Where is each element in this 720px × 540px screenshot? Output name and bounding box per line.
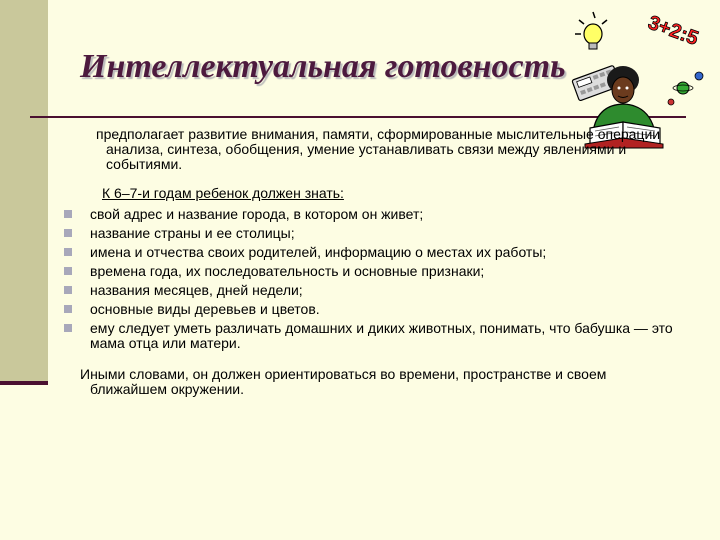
knowledge-list (80, 207, 680, 351)
list-item: название страны и ее столицы; (64, 226, 680, 241)
list-item: основные виды деревьев и цветов. (64, 302, 680, 317)
closing-paragraph: Иными словами, он должен ориентироваться во времени, пространстве и своем ближайшем окружении. (80, 366, 607, 397)
intro-paragraph: предполагает развитие внимания, памяти, сформированные мыслительные операции анализа, синтеза, обобщения, умение устанавливать связи между явлениями и событиями. (96, 126, 661, 172)
left-accent-line (0, 381, 48, 385)
bullet-square-icon (64, 210, 72, 218)
bullet-square-icon (64, 305, 72, 313)
lightbulb-icon (575, 12, 607, 49)
list-item: ему следует уметь различать домашних и диких животных, понимать, что бабушка — это мама отца или матери. (64, 321, 680, 351)
slide-title: Интеллектуальная готовность (80, 48, 566, 85)
planet-blue-icon (695, 72, 703, 80)
bullet-square-icon (64, 267, 72, 275)
list-item: названия месяцев, дней недели; (64, 283, 680, 298)
bullet-square-icon (64, 286, 72, 294)
left-accent-bar (0, 0, 48, 383)
planet-red-icon (668, 99, 674, 105)
list-item: имена и отчества своих родителей, информацию о местах их работы; (64, 245, 680, 260)
knows-heading: К 6–7-и годам ребенок должен знать: (102, 185, 344, 201)
slide-content (80, 127, 680, 397)
bullet-square-icon (64, 229, 72, 237)
bullet-square-icon (64, 324, 72, 332)
bullet-square-icon (64, 248, 72, 256)
planet-green-icon (677, 82, 689, 94)
list-item: времена года, их последовательность и основные признаки; (64, 264, 680, 279)
formula-text: 3+2:5 (645, 11, 702, 50)
list-item: свой адрес и название города, в котором он живет; (64, 207, 680, 222)
